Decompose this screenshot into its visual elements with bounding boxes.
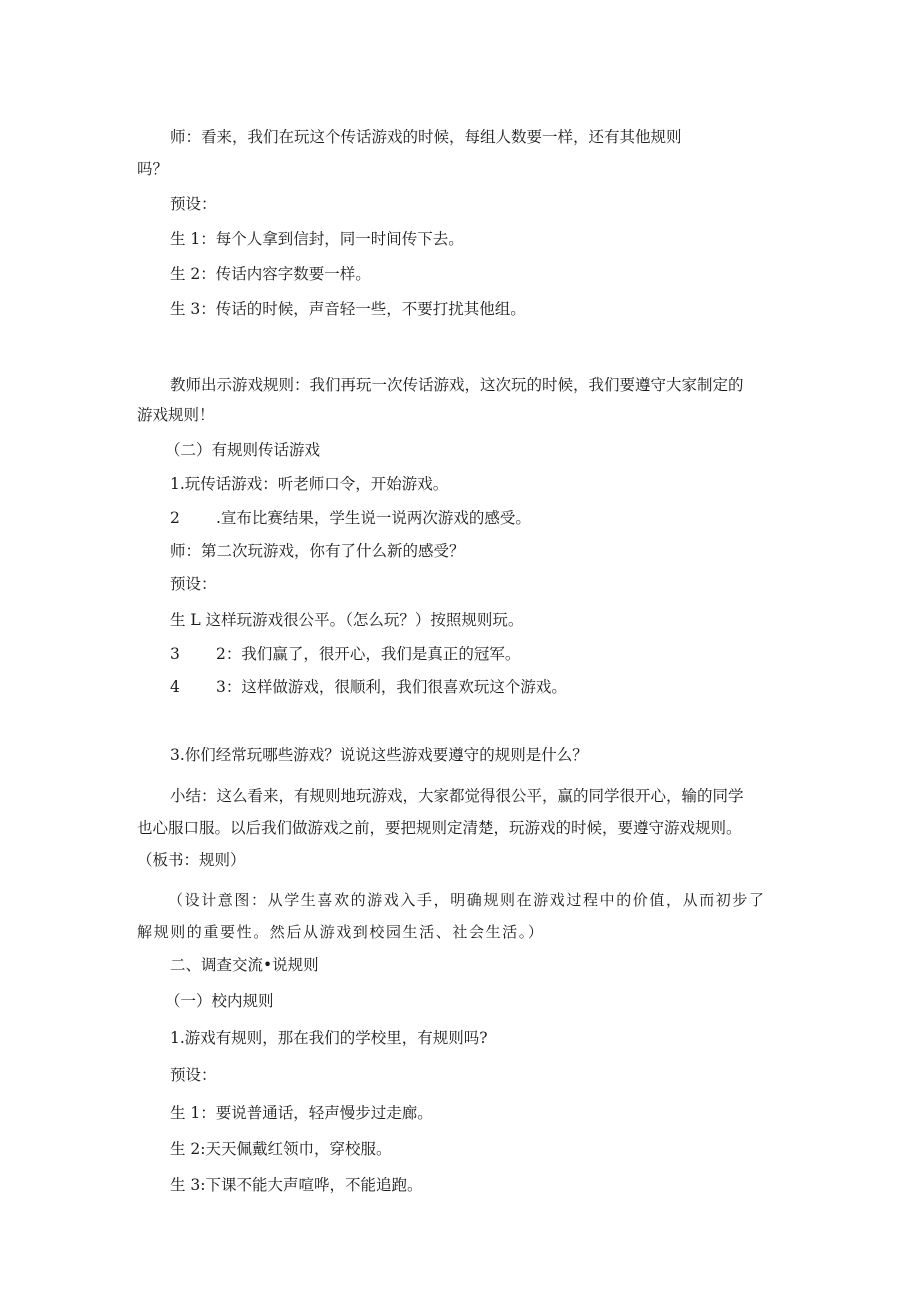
summary-line-3: （板书：规则）	[137, 851, 246, 869]
student-answer-1: 生 1：每个人拿到信封，同一时间传下去。	[170, 230, 464, 248]
student-answer-3: 生 3：传话的时候，声音轻一些，不要打扰其他组。	[170, 300, 526, 318]
item-number: 4	[170, 678, 180, 696]
student-answer-2: 生 2:天天佩戴红领巾，穿校服。	[170, 1140, 392, 1158]
game-rules-line-1: 教师出示游戏规则：我们再玩一次传话游戏，这次玩的时候，我们要遵守大家制定的	[170, 376, 744, 394]
list-item	[170, 677, 567, 697]
preset-label: 预设：	[170, 575, 217, 593]
item-number: 3	[170, 645, 180, 663]
game-rules-line-2: 游戏规则！	[137, 406, 215, 424]
item-text: 2：我们赢了，很开心，我们是真正的冠军。	[216, 645, 521, 663]
summary-line-1: 小结：这么看来，有规则地玩游戏，大家都觉得很公平，赢的同学很开心，输的同学	[170, 787, 744, 805]
student-answer: 生 L 这样玩游戏很公平。（怎么玩？）按照规则玩。	[170, 611, 524, 629]
design-intent-line-1: （设计意图：从学生喜欢的游戏入手，明确规则在游戏过程中的价值，从而初步了	[168, 891, 766, 909]
student-answer-1: 生 1：要说普通话，轻声慢步过走廊。	[170, 1104, 433, 1122]
summary-line-2: 也心服口服。以后我们做游戏之前，要把规则定清楚，玩游戏的时候，要遵守游戏规则。	[137, 819, 742, 837]
item-text: 3：这样做游戏，很顺利，我们很喜欢玩这个游戏。	[216, 678, 567, 696]
question-3: 3.你们经常玩哪些游戏？说说这些游戏要遵守的规则是什么？	[170, 746, 588, 764]
section-title: （二）有规则传话游戏	[165, 441, 321, 459]
teacher-question: 师：第二次玩游戏，你有了什么新的感受？	[170, 542, 465, 560]
section-heading: 二、调查交流•说规则	[170, 956, 319, 974]
item-number: 2	[170, 509, 180, 527]
design-intent-line-2: 解规则的重要性。然后从游戏到校园生活、社会生活。）	[137, 923, 545, 941]
teacher-question-line-2: 吗？	[137, 160, 169, 178]
list-item: 1.玩传话游戏：听老师口令，开始游戏。	[170, 475, 449, 493]
list-item	[170, 508, 531, 528]
item-text: .宣布比赛结果，学生说一说两次游戏的感受。	[216, 509, 531, 527]
subsection-title: （一）校内规则	[165, 992, 274, 1010]
student-answer-3: 生 3:下课不能大声喧哗，不能追跑。	[170, 1176, 423, 1194]
preset-label: 预设：	[170, 195, 217, 213]
teacher-question-line-1: 师：看来，我们在玩这个传话游戏的时候，每组人数要一样，还有其他规则	[170, 128, 682, 146]
school-question: 1.游戏有规则，那在我们的学校里，有规则吗?	[170, 1029, 488, 1047]
student-answer-2: 生 2：传话内容字数要一样。	[170, 265, 371, 283]
preset-label: 预设：	[170, 1066, 217, 1084]
list-item	[170, 644, 520, 664]
